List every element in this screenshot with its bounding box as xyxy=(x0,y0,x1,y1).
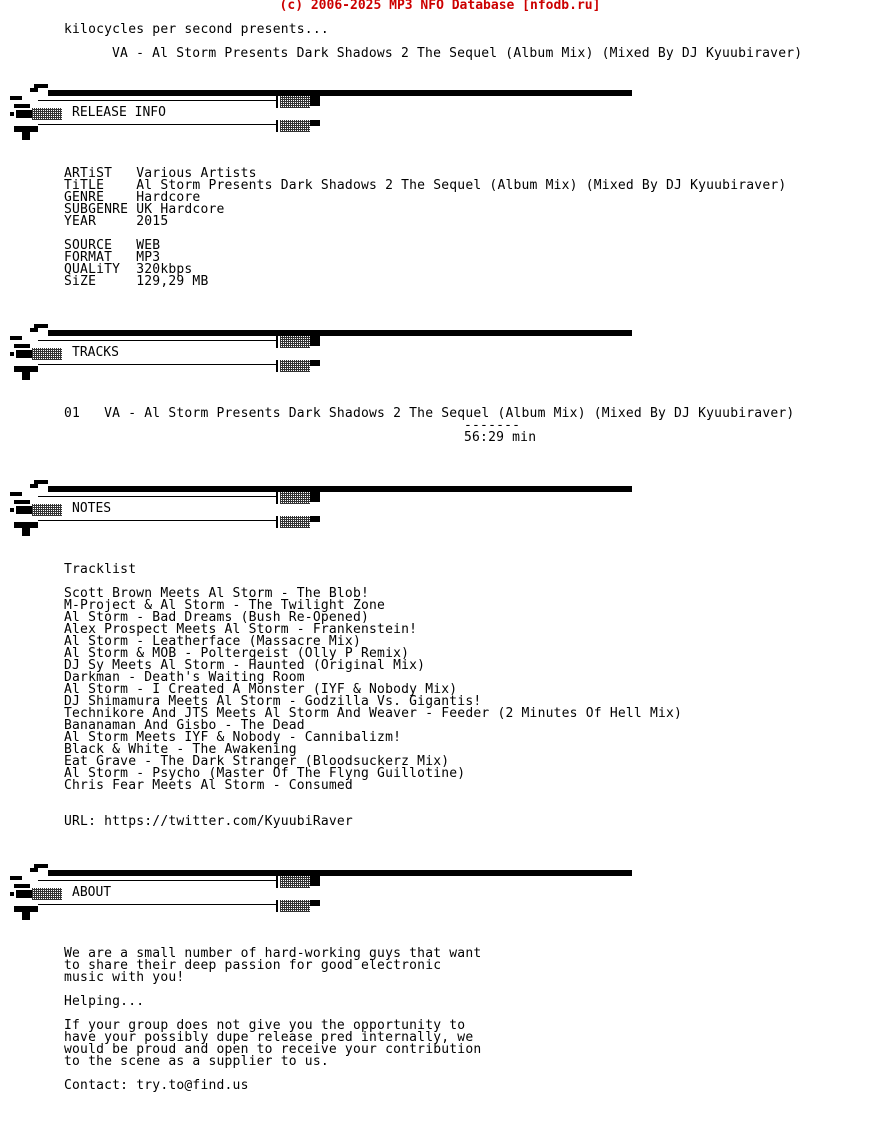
list-item: Chris Fear Meets Al Storm - Consumed xyxy=(64,778,353,793)
credit-line: (c) 2006-2025 MP3 NFO Database [nfodb.ru] xyxy=(279,0,601,13)
info-artist: ARTiST Various Artists xyxy=(64,166,257,181)
list-item: M-Project & Al Storm - The Twilight Zone xyxy=(64,598,386,613)
about-line: would be proud and open to receive your contribution xyxy=(64,1042,482,1057)
about-line: to the scene as a supplier to us. xyxy=(64,1054,329,1069)
list-item: Al Storm Meets IYF & Nobody - Cannibalizm! xyxy=(64,730,402,745)
section-title-tracks: TRACKS xyxy=(72,345,119,360)
about-line: We are a small number of hard-working guys that want xyxy=(64,946,482,961)
list-item: Bananaman And Gisbo - The Dead xyxy=(64,718,305,733)
list-item: Technikore And JTS Meets Al Storm And Weaver - Feeder (2 Minutes Of Hell Mix) xyxy=(64,706,683,721)
about-line: Helping... xyxy=(64,994,145,1009)
info-quality: QUALiTY 320kbps xyxy=(64,262,193,277)
info-genre: GENRE Hardcore xyxy=(64,190,201,205)
section-title-notes: NOTES xyxy=(72,501,112,516)
about-line: have your possibly dupe release pred internally, we xyxy=(64,1030,474,1045)
list-item: Eat Grave - The Dark Stranger (Bloodsuckerz Mix) xyxy=(64,754,450,769)
info-format: FORMAT MP3 xyxy=(64,250,161,265)
list-item: Scott Brown Meets Al Storm - The Blob! xyxy=(64,586,370,601)
track-total-time: 56:29 min xyxy=(464,430,537,445)
intro-text: kilocycles per second presents... xyxy=(64,22,329,37)
list-item: DJ Sy Meets Al Storm - Haunted (Original Mix) xyxy=(64,658,426,673)
info-title: TiTLE Al Storm Presents Dark Shadows 2 The Sequel (Album Mix) (Mixed By DJ Kyuubiraver) xyxy=(64,178,787,193)
about-line: to share their deep passion for good electronic xyxy=(64,958,442,973)
section-header-notes xyxy=(10,480,640,536)
list-item: Al Storm - I Created A Monster (IYF & Nobody Mix) xyxy=(64,682,458,697)
list-item: DJ Shimamura Meets Al Storm - Godzilla Vs. Gigantis! xyxy=(64,694,482,709)
release-title: VA - Al Storm Presents Dark Shadows 2 The Sequel (Album Mix) (Mixed By DJ Kyuubiraver) xyxy=(112,46,803,61)
track-line: 01 VA - Al Storm Presents Dark Shadows 2 The Sequel (Album Mix) (Mixed By DJ Kyuubiraver) xyxy=(64,406,795,421)
section-header-tracks xyxy=(10,324,640,380)
about-line: music with you! xyxy=(64,970,185,985)
section-header-release-info xyxy=(10,84,640,140)
list-item: Black & White - The Awakening xyxy=(64,742,297,757)
notes-url: URL: https://twitter.com/KyuubiRaver xyxy=(64,814,353,829)
info-size: SiZE 129,29 MB xyxy=(64,274,209,289)
list-item: Alex Prospect Meets Al Storm - Frankenstein! xyxy=(64,622,418,637)
info-source: SOURCE WEB xyxy=(64,238,161,253)
list-item: Al Storm & MOB - Poltergeist (Olly P Remix) xyxy=(64,646,410,661)
list-item: Al Storm - Leatherface (Massacre Mix) xyxy=(64,634,361,649)
section-title-release-info: RELEASE INFO xyxy=(72,105,166,120)
notes-heading: Tracklist xyxy=(64,562,137,577)
section-title-about: ABOUT xyxy=(72,885,112,900)
list-item: Al Storm - Psycho (Master Of The Flyng Guillotine) xyxy=(64,766,466,781)
track-separator: ------- xyxy=(464,418,521,433)
info-subgenre: SUBGENRE UK Hardcore xyxy=(64,202,225,217)
about-line: If your group does not give you the opportunity to xyxy=(64,1018,466,1033)
section-header-about xyxy=(10,864,640,920)
info-year: YEAR 2015 xyxy=(64,214,169,229)
about-contact: Contact: try.to@find.us xyxy=(64,1078,249,1093)
list-item: Al Storm - Bad Dreams (Bush Re-Opened) xyxy=(64,610,370,625)
list-item: Darkman - Death's Waiting Room xyxy=(64,670,305,685)
